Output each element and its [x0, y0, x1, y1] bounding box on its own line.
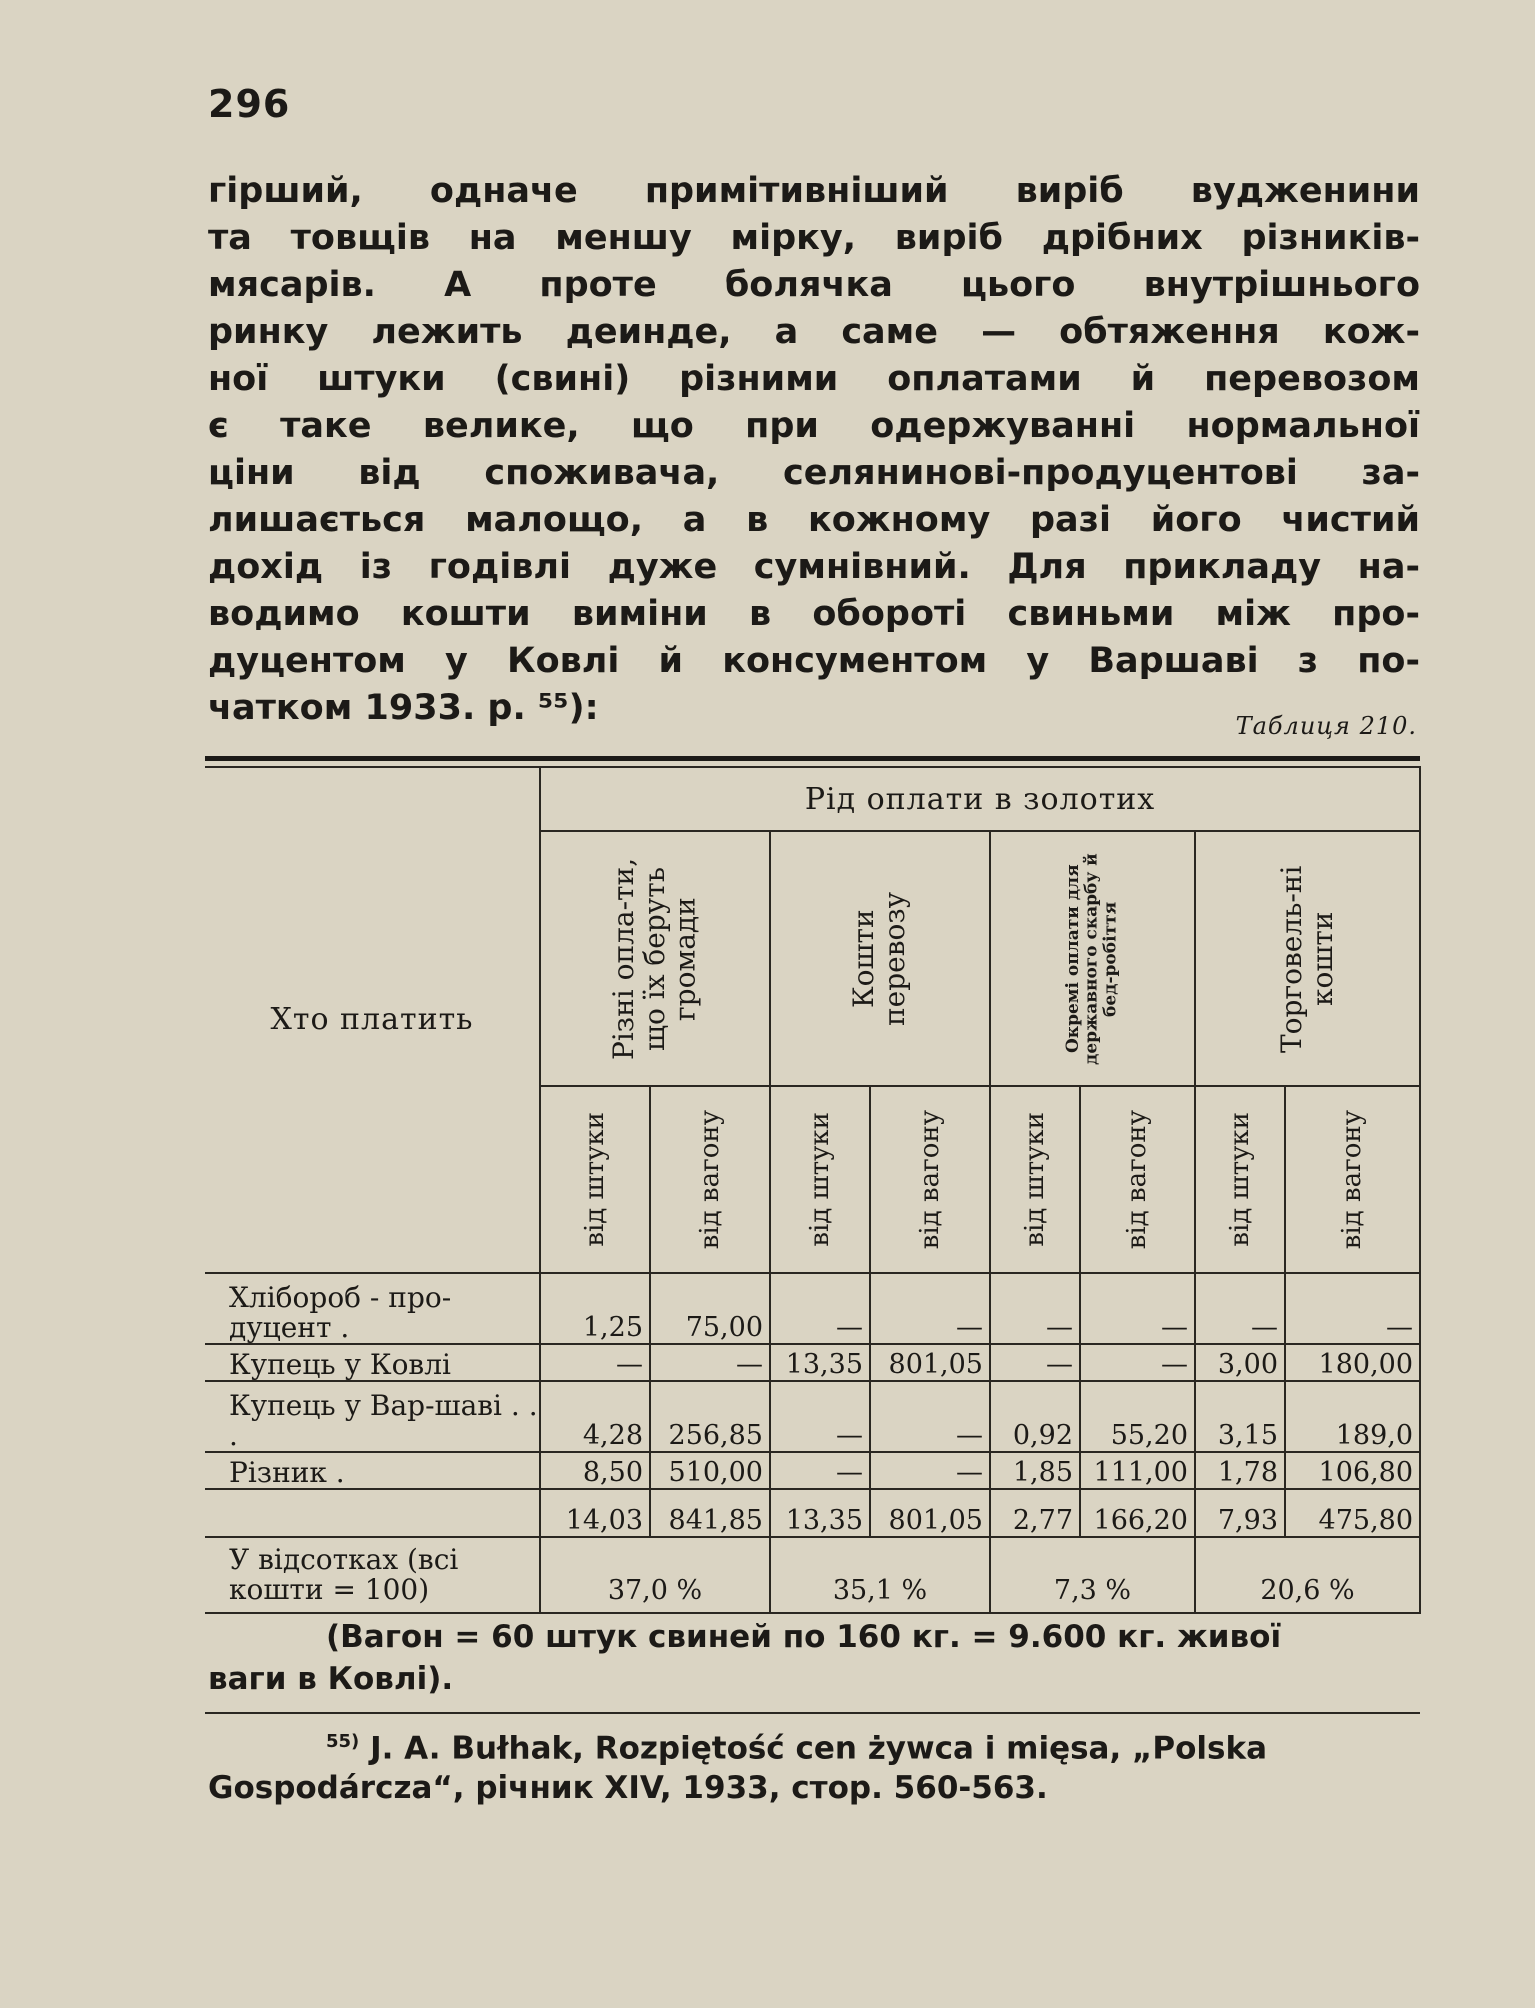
header-group-community-fees: Різні опла-ти, що їх беруть громади [540, 831, 770, 1086]
table-cell: 801,05 [870, 1344, 990, 1381]
percent-row [205, 1537, 1420, 1613]
table-note [208, 1616, 1420, 1700]
footnote [208, 1722, 1420, 1808]
table-row [205, 1344, 1420, 1381]
table-cell: — [870, 1381, 990, 1452]
table-cell: 256,85 [650, 1381, 770, 1452]
footnote-rule [205, 1712, 1420, 1714]
row-label: Хлібороб - про-дуцент . [205, 1273, 540, 1344]
table-cell: — [1195, 1273, 1285, 1344]
table-row [205, 1381, 1420, 1452]
body-paragraph [208, 168, 1420, 732]
header-who-pays: Хто платить [205, 767, 540, 1273]
subheader-per-piece: від штуки [770, 1086, 870, 1272]
table-cell: 8,50 [540, 1452, 650, 1489]
table-cell: 1,25 [540, 1273, 650, 1344]
page-number: 296 [208, 82, 291, 126]
text-line: водимо кошти виміни в обороті свиньми між про- [208, 594, 1420, 634]
table-cell: 189,0 [1285, 1381, 1420, 1452]
subheader-per-wagon: від вагону [870, 1086, 990, 1272]
footnote-line: Gospodárcza“, річник XIV, 1933, стор. 560-563. [208, 1770, 1048, 1807]
percent-label: У відсотках (всі кошти = 100) [205, 1537, 540, 1613]
percent-cell: 37,0 % [540, 1537, 770, 1613]
text-line: гірший, одначе примітивніший виріб вудженини [208, 171, 1420, 211]
header-group-trade: Торговель-ні кошти [1195, 831, 1420, 1086]
payment-table [205, 766, 1420, 1614]
table-cell: 55,20 [1080, 1381, 1195, 1452]
text-line: чатком 1933. р. ⁵⁵): [208, 688, 599, 728]
table-cell: 3,15 [1195, 1381, 1285, 1452]
table-cell: 13,35 [770, 1344, 870, 1381]
percent-cell: 20,6 % [1195, 1537, 1420, 1613]
percent-cell: 35,1 % [770, 1537, 990, 1613]
table-cell: — [990, 1344, 1080, 1381]
table-cell: 0,92 [990, 1381, 1080, 1452]
percent-cell: 7,3 % [990, 1537, 1195, 1613]
table-cell: — [990, 1273, 1080, 1344]
total-cell: 166,20 [1080, 1489, 1195, 1537]
total-cell: 475,80 [1285, 1489, 1420, 1537]
table-cell: — [870, 1452, 990, 1489]
subheader-per-wagon: від вагону [1080, 1086, 1195, 1272]
text-line: є таке велике, що при одержуванні нормальної [208, 406, 1420, 446]
table-row [205, 1452, 1420, 1489]
subheader-per-wagon: від вагону [1285, 1086, 1420, 1272]
subheader-per-wagon: від вагону [650, 1086, 770, 1272]
table-cell: — [1285, 1273, 1420, 1344]
text-line: ринку лежить деинде, а саме — обтяження кож- [208, 312, 1420, 352]
subheader-per-piece: від штуки [990, 1086, 1080, 1272]
table-cell: 3,00 [1195, 1344, 1285, 1381]
totals-label-cell [205, 1489, 540, 1537]
header-group-state-fees: Окремі оплати для державного скарбу й бед-робіття [990, 831, 1195, 1086]
subheader-per-piece: від штуки [540, 1086, 650, 1272]
header-group-transport: Кошти перевозу [770, 831, 990, 1086]
text-line: та товщів на меншу мірку, виріб дрібних різників- [208, 218, 1420, 258]
table-cell: — [650, 1344, 770, 1381]
text-line: дохід із годівлі дуже сумнівний. Для прикладу на- [208, 547, 1420, 587]
footnote-line: J. A. Bułhak, Rozpiętość cen żywca i mięsa, „Polska [370, 1730, 1268, 1767]
table-cell: 75,00 [650, 1273, 770, 1344]
text-line: лишається малощо, а в кожному разі його чистий [208, 500, 1420, 540]
footnote-marker: 55) [326, 1731, 360, 1752]
table-top-rule [205, 756, 1420, 761]
table-cell: 106,80 [1285, 1452, 1420, 1489]
table-cell: 180,00 [1285, 1344, 1420, 1381]
total-cell: 14,03 [540, 1489, 650, 1537]
table-cell: 4,28 [540, 1381, 650, 1452]
table-caption: Таблиця 210. [1235, 712, 1417, 740]
text-line: ної штуки (свині) різними оплатами й перевозом [208, 359, 1420, 399]
table-cell: — [870, 1273, 990, 1344]
total-cell: 2,77 [990, 1489, 1080, 1537]
table-cell: 1,78 [1195, 1452, 1285, 1489]
total-cell: 841,85 [650, 1489, 770, 1537]
row-label: Купець у Вар-шаві . . . [205, 1381, 540, 1452]
text-line: мясарів. А проте болячка цього внутрішнього [208, 265, 1420, 305]
table-cell: — [1080, 1344, 1195, 1381]
total-cell: 801,05 [870, 1489, 990, 1537]
subheader-per-piece: від штуки [1195, 1086, 1285, 1272]
totals-row [205, 1489, 1420, 1537]
table-cell: — [770, 1273, 870, 1344]
table-cell: 510,00 [650, 1452, 770, 1489]
total-cell: 7,93 [1195, 1489, 1285, 1537]
table-cell: 1,85 [990, 1452, 1080, 1489]
total-cell: 13,35 [770, 1489, 870, 1537]
table-cell: — [540, 1344, 650, 1381]
table-row [205, 1273, 1420, 1344]
table-cell: — [1080, 1273, 1195, 1344]
note-line: ваги в Ковлі). [208, 1661, 454, 1697]
header-payment-kind: Рід оплати в золотих [540, 767, 1420, 831]
note-line: (Вагон = 60 штук свиней по 160 кг. = 9.600 кг. живої [326, 1619, 1282, 1655]
table-cell: — [770, 1452, 870, 1489]
text-line: ціни від споживача, селянинові-продуцентові за- [208, 453, 1420, 493]
row-label: Різник . [205, 1452, 540, 1489]
table-cell: — [770, 1381, 870, 1452]
table-cell: 111,00 [1080, 1452, 1195, 1489]
row-label: Купець у Ковлі [205, 1344, 540, 1381]
text-line: дуцентом у Ковлі й консументом у Варшаві з по- [208, 641, 1420, 681]
